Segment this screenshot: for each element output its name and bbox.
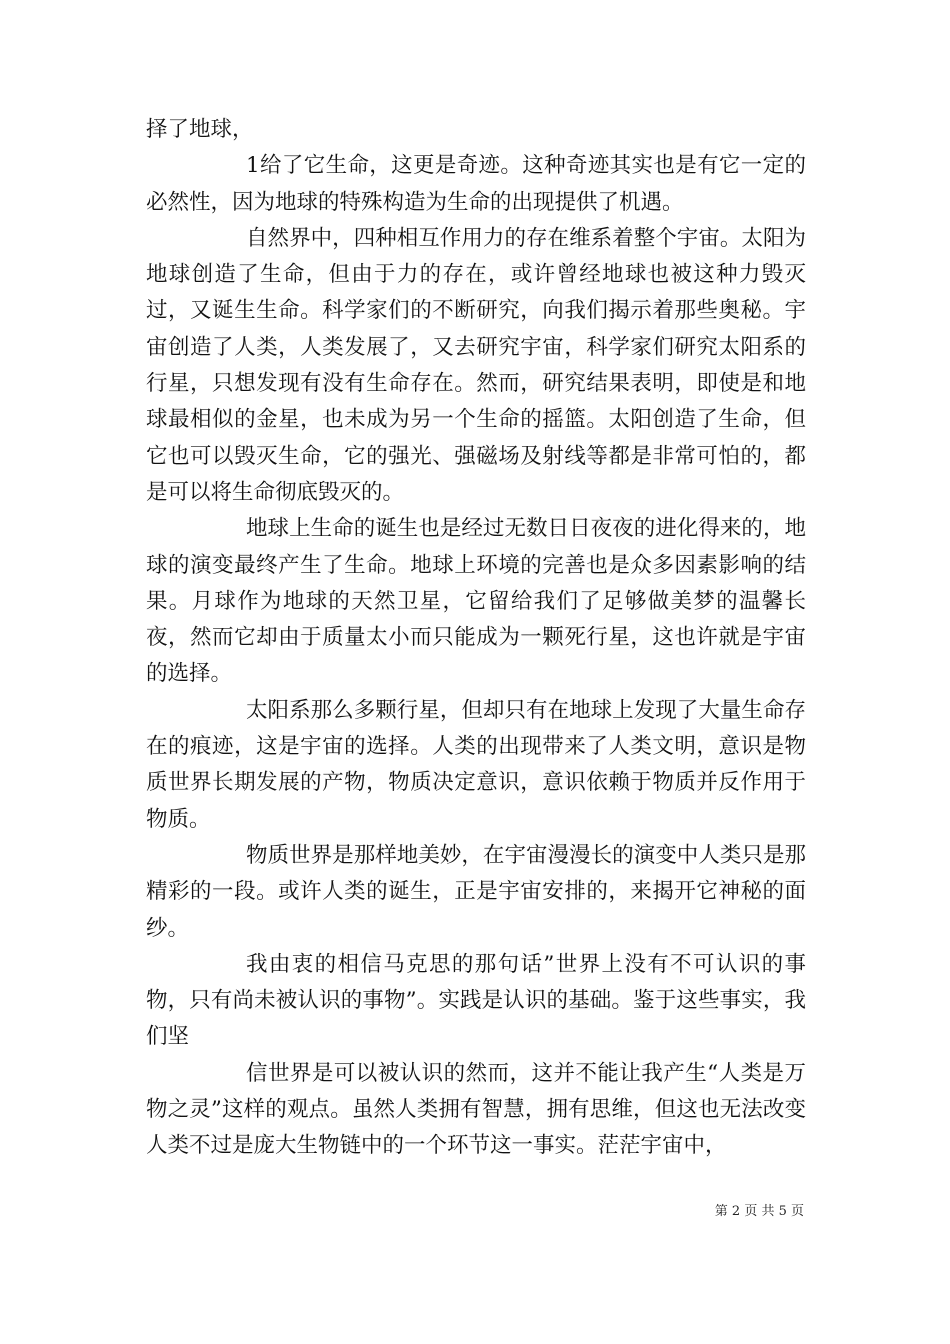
paragraph-3: 自然界中，四种相互作用力的存在维系着整个宇宙。太阳为地球创造了生命，但由于力的存在，或许曾经地球也被这种力毁灭过，又诞生生命。科学家们的不断研究，向我们揭示着那些奥秘。宇宙创造了人类，人类发展了，又去研究宇宙，科学家们研究太阳系的行星，只想发现有没有生命存在。然而，研究结果表明，即使是和地球最相似的金星，也未成为另一个生命的摇篮。太阳创造了生命，但它也可以毁灭生命，它的强光、强磁场及射线等都是非常可怕的，都是可以将生命彻底毁灭的。 [146, 225, 806, 505]
paragraph-6: 物质世界是那样地美妙，在宇宙漫漫长的演变中人类只是那精彩的一段。或许人类的诞生，正是宇宙安排的，来揭开它神秘的面纱。 [146, 842, 806, 941]
paragraph-5: 太阳系那么多颗行星，但却只有在地球上发现了大量生命存在的痕迹，这是宇宙的选择。人类的出现带来了人类文明，意识是物质世界长期发展的产物，物质决定意识，意识依赖于物质并反作用于物质。 [146, 697, 806, 832]
paragraph-2: 1给了它生命，这更是奇迹。这种奇迹其实也是有它一定的必然性，因为地球的特殊构造为生命的出现提供了机遇。 [146, 153, 806, 215]
body-text [146, 112, 806, 1165]
paragraph-4: 地球上生命的诞生也是经过无数日日夜夜的进化得来的，地球的演变最终产生了生命。地球上环境的完善也是众多因素影响的结果。月球作为地球的天然卫星，它留给我们了足够做美梦的温馨长夜，然而它却由于质量太小而只能成为一颗死行星，这也许就是宇宙的选择。 [146, 516, 806, 687]
paragraph-8: 信世界是可以被认识的然而，这并不能让我产生“人类是万物之灵”这样的观点。虽然人类拥有智慧，拥有思维，但这也无法改变人类不过是庞大生物链中的一个环节这一事实。茫茫宇宙中， [146, 1060, 806, 1159]
paragraph-7: 我由衷的相信马克思的那句话”世界上没有不可认识的事物，只有尚未被认识的事物”。实践是认识的基础。鉴于这些事实，我们坚 [146, 951, 806, 1050]
paragraph-1: 择了地球， [146, 117, 254, 142]
page-number: 第 2 页 共 5 页 [714, 1204, 804, 1219]
